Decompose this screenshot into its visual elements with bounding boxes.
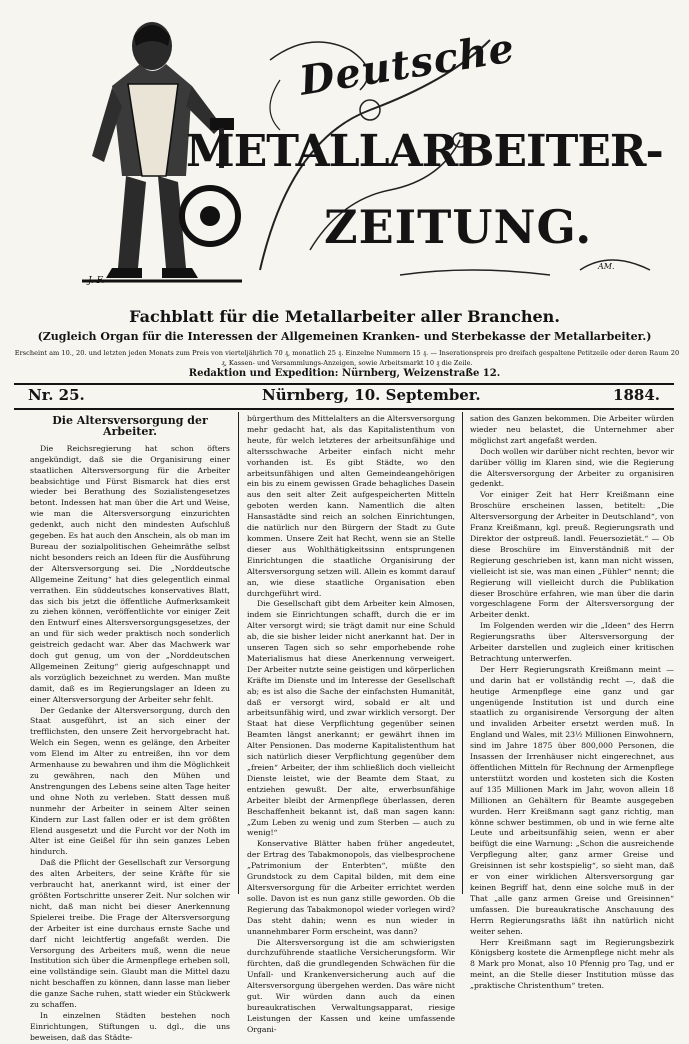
subtitle: Fachblatt für die Metallarbeiter aller Branchen. — [129, 307, 560, 326]
paragraph: Im Folgenden werden wir die „Ideen“ des Herrn Regierungsraths über Altersversorgung der Arbeiter darstellen und zugleich einer kritischen Betrachtung unterwerfen. — [470, 621, 674, 663]
issue-date: Nürnberg, 10. September. — [262, 386, 481, 404]
masthead-title-line2: METALLARBEITER- — [186, 126, 663, 177]
issue-row — [14, 386, 674, 408]
article-title: Die Altersversorgung der Arbeiter. — [52, 414, 208, 438]
column-divider — [238, 412, 239, 894]
artist-signature-left: J. F. — [88, 276, 105, 286]
paragraph: Herr Kreißmann sagt im Regierungsbezirk Königsberg kostete die Armenpflege nicht mehr als 8 Mark pro Monat, also 10 Pfennig pro Tag, und er meint, an die Stelle dieser Institution müsse das „praktische Christenthum“ treten. — [470, 937, 674, 991]
paragraph: In einzelnen Städten bestehen noch Einrichtungen, Stiftungen u. dgl., die uns beweisen, daß das Städte- — [30, 1010, 230, 1042]
paragraph: sation des Ganzen bekommen. Die Arbeiter würden wieder neu belastet, die Unternehmer aber möglichst zart angefaßt werden. — [470, 414, 674, 445]
paragraph: Die Reichsregierung hat schon öfters angekündigt, daß sie die Organisirung einer staatlichen Altersversorgung für die Arbeiter beabsichtige und Fürst Bismarck hat dies erst wieder bei Berathung des Sozialistengesetzes betont. Indessen hat man über die Art und Weise, wie man die Altersversorgung einzurichten gedenkt, auch nicht den mindesten Aufschluß gegeben. Es hat auch den Anschein, als ob man im Bureau der sozialpolitischen Geheimräthe selbst nicht besonders reich an Ideen für die Ausführung der Altersversorgung sei. Die „Norddeutsche Allgemeine Zeitung“ hat dies gelegentlich einmal verrathen. Ein süddeutsches konservatives Blatt, das sich bis jetzt die öffentliche Aufmerksamkeit zu ziehen können, veröffentlichte vor einiger Zeit den Entwurf eines Altersversorgungsgesetzes, der an und für sich weder praktisch noch sonderlich geistreich gedacht war. Aber das Machwerk war doch gut genug, um von der „Norddeutschen Allgemeinen Zeitung“ gierig aufgeschnappt und als vorzüglich bezeichnet zu werden. Man mußte damit, daß es im Regierungslager an Ideen zu einer Altersversorgung der Arbeiter sehr fehlt. — [30, 443, 230, 704]
bottom-divider — [14, 408, 674, 410]
issue-number: Nr. 25. — [28, 386, 85, 404]
column-divider — [462, 412, 463, 894]
issue-year: 1884. — [613, 386, 660, 404]
redaktion-line: Redaktion und Expedition: Nürnberg, Weizenstraße 12. — [188, 368, 501, 379]
organ-line: (Zugleich Organ für die Interessen der Allgemeinen Kranken- und Sterbekasse der Metallarbeiter.) — [37, 330, 652, 343]
masthead-title-line3: ZEITUNG. — [324, 200, 593, 254]
paragraph: Die Gesellschaft gibt dem Arbeiter kein Almosen, indem sie Einrichtungen schafft, durch die er im Alter versorgt wird; sie trägt damit nur eine Schuld ab, die sie bisher leider nicht anerkannt hat. Der in unseren Tagen sich so sehr emporhebende rohe Materialismus hat diese Anerkennung verweigert. Der Arbeiter nutzte seine geistigen und körperlichen Kräfte im Dienste und im Interesse der Gesellschaft ab; es ist also die Sache der einfachsten Humanität, daß er versorgt wird, sobald er alt und arbeitsunfähig wird, und zwar wirklich versorgt. Der Staat hat diese Verpflichtung gegenüber seinen Beamten längst anerkannt; er gewährt ihnen im Alter Pensionen. Das moderne Kapitalistenthum hat sich natürlich dieser Verpflichtung gegenüber dem „freien“ Arbeiter, der ihm schließlich doch vielleicht Dienste leistet, wie der Beamte dem Staat, zu entziehen gewußt. Der alte, erwerbsunfähige Arbeiter bleibt der Armenpflege überlassen, deren Beschaffenheit bekannt ist, daß man sagen kann: „Zum Leben zu wenig und zum Sterben — auch zu wenig!“ — [247, 599, 455, 838]
article-column-1 — [30, 414, 230, 1042]
paragraph: Die Altersversorgung ist die am schwierigsten durchzuführende staatliche Versicherungsform. Wir fürchten, daß die grundlegenden Schwächen für die Unfall- und Krankenversicherung auch auf die Altersversorgung übergehen werden. Das wäre nicht gut. Wir würden dann auch da einen bureaukratischen Verwaltungsapparat, riesige Leistungen der Kassen und keine umfassende Organi- — [247, 937, 455, 1034]
paragraph: Vor einiger Zeit hat Herr Kreißmann eine Broschüre erscheinen lassen, betitelt: „Die Altersversorgung der Arbeiter in Deutschland“, von Franz Kreißmann, kgl. preuß. Regierungsrath und Direktor der ostpreuß. landl. Feuersozietät.“ — Ob diese Broschüre im Einverständniß mit der Regierung geschrieben ist, kann man nicht wissen, vielleicht ist sie, was man einen „Fühler“ nennt; die Regierung will vielleicht durch die Publikation dieser Broschüre erfahren, wie man über die darin vorgeschlagene Form der Altersversorgung der Arbeiter denkt. — [470, 490, 674, 620]
paragraph: Der Herr Regierungsrath Kreißmann meint — und darin hat er vollständig recht —, daß die heutige Armenpflege eine ganz und gar ungenügende Institution ist und durch eine staatlich zu organisirende Versorgung der alten und invaliden Arbeiter ersetzt werden muß. In England und Wales, mit 23½ Millionen Einwohnern, sind im Jahre 1875 über 800,000 Personen, die Insassen der Irrenhäuser nicht eingerechnet, aus öffentlichen Mitteln für Rechnung der Armenpflege unterstützt worden und kosteten sich die Kosten auf 135 Millionen Mark im Jahr, wovon allein 18 Millionen an Gehältern für Beamte ausgegeben wurden. Herr Kreißmann sagt ganz richtig, man könne schwer bestimmen, ob und in wie ferne alte Leute und arbeitsunfähig seien, wenn er aber beifügt die eine Warnung: „Schon die ausreichende Verpflegung alter, ganz armer Greise und Greisinnen ist sehr kostspielig“, so sieht man, daß er von einer wirklichen Altersversorgung gar keinen Begriff hat, denn eine solche muß in der That „alle ganz armen Greise und Greisinnen“ umfassen. Die bureaukratische Anschauung des Herrn Regierungsraths läßt ihn natürlich nicht weiter sehen. — [470, 664, 674, 936]
paragraph: Konservative Blätter haben früher angedeutet, der Ertrag des Tabakmonopols, das vielbesprochene „Patrimonium der Enterbten“, müßte den Grundstock zu dem Capital bilden, mit dem eine Altersversorgung für die Arbeiter errichtet werden solle. Davon ist es nun ganz stille geworden. Ob die Regierung das Tabakmonopol wieder vorlegen wird? Das steht dahin; wenn es nun wieder in unannehmbarer Form erscheint, was dann? — [247, 839, 455, 936]
article-column-2 — [247, 414, 455, 1034]
artist-signature-right: AM. — [598, 262, 615, 271]
paragraph: Daß die Pflicht der Gesellschaft zur Versorgung des alten Arbeiters, der seine Kräfte für sie verbraucht hat, anerkannt wird, ist einer der größten Fortschritte unserer Zeit. Nur solchen wir nicht, daß man nicht bei dieser Anerkennung Spielerei treibe. Die Frage der Altersversorgung der Arbeiter ist eine durchaus ernste Sache und darf nicht leichtfertig angefaßt werden. Die Versorgung des Arbeiters muß, wenn die neue Institution sich über die Armenpflege erheben soll, eine vollständige sein. Glaubt man die Mittel dazu nicht beschaffen zu können, dann lasse man lieber die ganze Sache ruhen, statt wieder ein Stückwerk zu schaffen. — [30, 858, 230, 1010]
subscription-notice: Erscheint am 10., 20. und letzten jeden Monats zum Preis von vierteljährlich 70 ₰, monatlich 25 ₰. Einzelne Nummern 15 ₰. — Inserationspreis pro dreifach gespaltene Petitzeile oder deren Raum 20 ₰, Kassen- und Versammlungs-Anzeigen, sowie Arbeitsmarkt 10 ₰ die Zeile. — [14, 349, 680, 367]
masthead-title-line1: Deutsche — [296, 24, 519, 105]
masthead — [0, 0, 689, 300]
top-divider — [14, 383, 674, 385]
paragraph: bürgerthum des Mittelalters an die Altersversorgung mehr gedacht hat, als das Kapitalistenthum von heute, für welch letzteres der arbeitsunfähige und altersschwache Arbeiter einfach nicht mehr vorhanden ist. Es gibt Städte, wo den arbeitsunfähigen und alten Gemeindeangehörigen ein bis zu einem gewissen Grade behagliches Dasein aus den seit alter Zeit aufgespeicherten Mitteln geboten werden kann. Namentlich die alten Hansastädte sind reich an solchen Einrichtungen, die natürlich nur den Bürgern der Stadt zu Gute kommen. Unsere Zeit hat Recht, wenn sie an Stelle dieser aus Wohlthätigkeitssinn entsprungenen Einrichtungen die staatliche Organisirung der Altersversorgung setzen will. Allein es kommt darauf an, wie diese staatliche Organisation eben durchgeführt wird. — [247, 414, 455, 598]
paragraph: Doch wollen wir darüber nicht rechten, bevor wir darüber völlig im Klaren sind, wie die Regierung die Altersversorgung der Arbeiter zu organisiren gedenkt. — [470, 446, 674, 489]
paragraph: Der Gedanke der Altersversorgung, durch den Staat ausgeführt, ist an sich einer der trefflichsten, den unsere Zeit hervorgebracht hat. Welch ein Segen, wenn es gelänge, den Arbeiter vom Elend im Alter zu entreißen, ihn vor dem Armenhause zu bewahren und ihm die Möglichkeit zu gewähren, nach den Mühen und Anstrengungen des Lebens seine alten Tage heiter und ohne Noth zu verleben. Statt dessen muß nunmehr der Arbeiter in seinem Alter seinen Kindern zur Last fallen oder er ist dem größten Elend ausgesetzt und die Furcht vor der Noth im Alter ist eine Geißel für ihn sein ganzes Leben hindurch. — [30, 705, 230, 857]
article-column-3 — [470, 414, 674, 991]
